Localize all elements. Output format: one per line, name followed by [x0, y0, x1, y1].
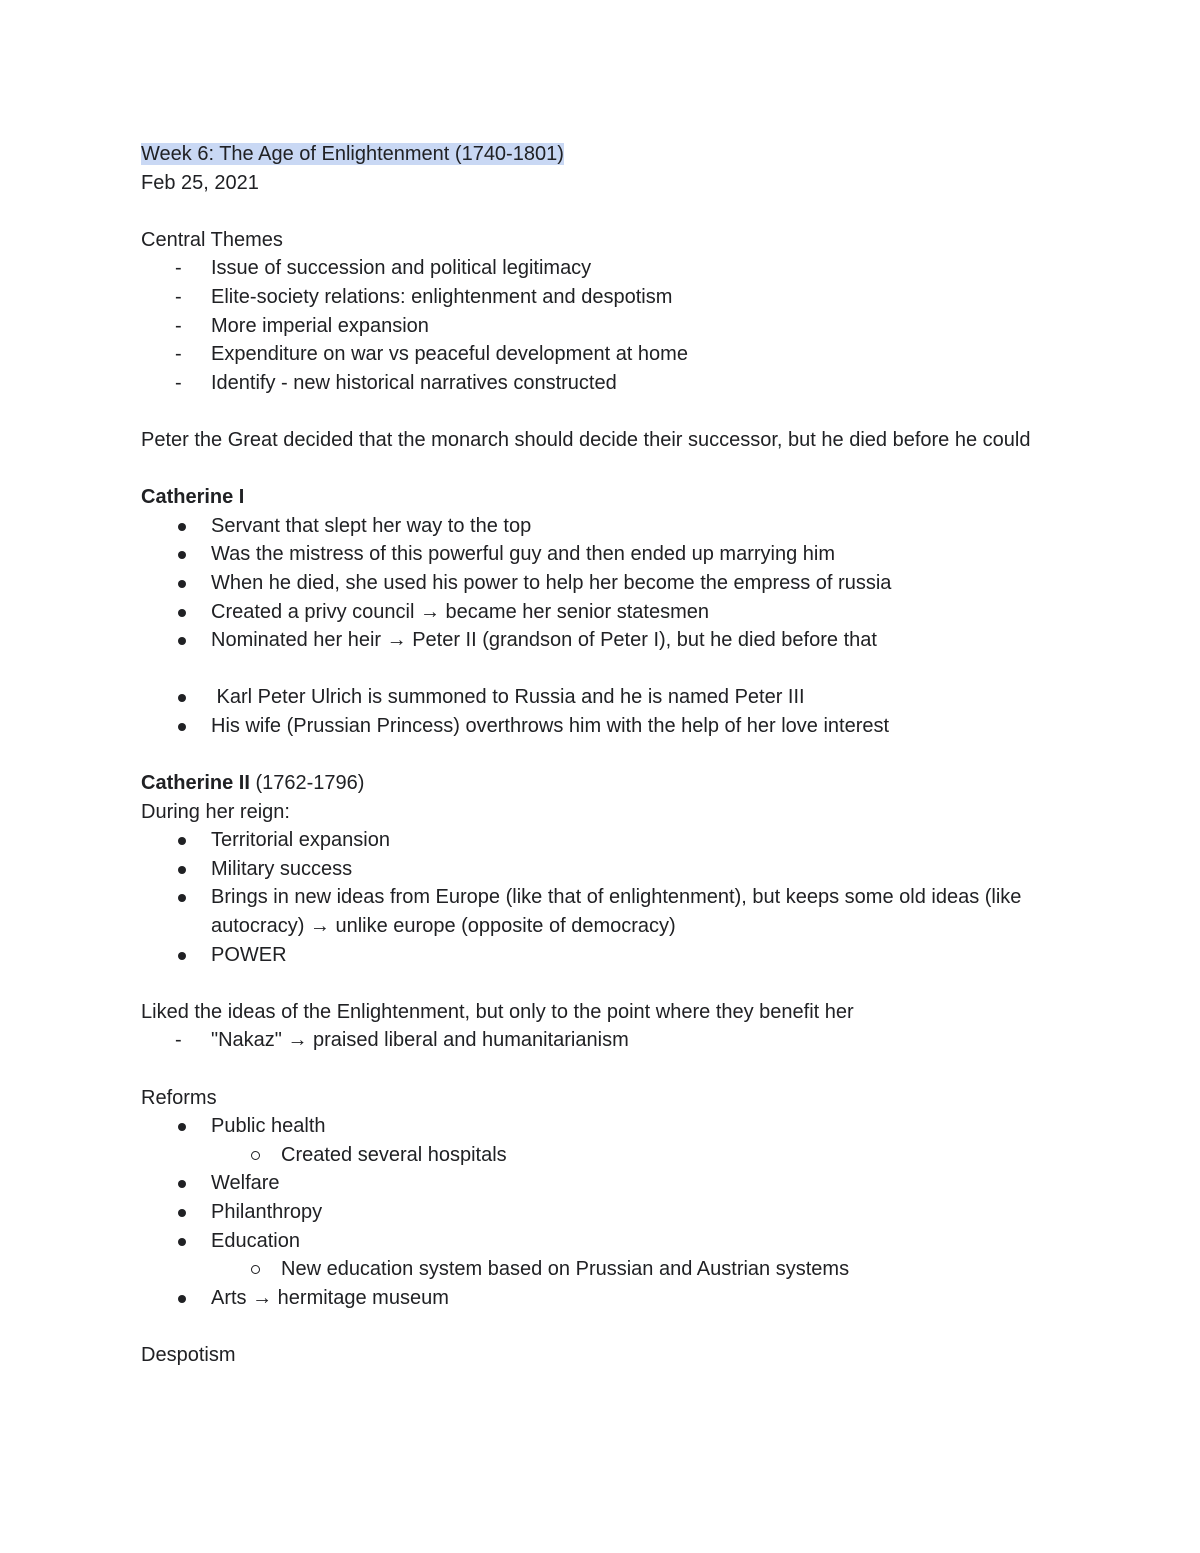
catherine2-heading: Catherine II (1762-1796) — [141, 772, 365, 795]
despotism-heading: Despotism — [141, 1343, 236, 1366]
bullet-icon — [141, 569, 211, 598]
bullet-icon — [141, 1169, 211, 1198]
dash-bullet — [141, 369, 211, 398]
enlightenment-paragraph: Liked the ideas of the Enlightenment, but only to the point where they benefit her — [141, 1000, 854, 1023]
list-item: Territorial expansion — [141, 826, 1061, 855]
bullet-icon — [141, 1284, 211, 1313]
dash-bullet — [141, 254, 211, 283]
list-item: Philanthropy — [141, 1198, 1061, 1227]
list-item: Nominated her heir → Peter II (grandson of Peter I), but he died before that — [141, 626, 1061, 655]
list-item: - More imperial expansion — [141, 312, 1061, 341]
list-item: Arts → hermitage museum — [141, 1284, 1061, 1313]
doc-title[interactable]: Week 6: The Age of Enlightenment (1740-1801) — [141, 143, 564, 165]
doc-date: Feb 25, 2021 — [141, 171, 259, 194]
list-item: Welfare — [141, 1169, 1061, 1198]
list-item: - Expenditure on war vs peaceful development at home — [141, 340, 1061, 369]
bullet-icon — [141, 855, 211, 884]
list-item: Was the mistress of this powerful guy and then ended up marrying him — [141, 540, 1061, 569]
bullet-icon — [141, 1112, 211, 1141]
reforms-sublist — [211, 1141, 1061, 1170]
doc-title-line — [141, 140, 1061, 169]
blank-line — [141, 197, 1061, 226]
hollow-bullet-icon — [211, 1255, 281, 1284]
bullet-icon — [141, 941, 211, 970]
list-item: Brings in new ideas from Europe (like that of enlightenment), but keeps some old ideas (like autocracy) → unlike europe (opposite of democracy) — [141, 883, 1061, 940]
document-page — [141, 140, 1061, 1370]
dash-bullet — [141, 340, 211, 369]
list-item: His wife (Prussian Princess) overthrows him with the help of her love interest — [141, 712, 1061, 741]
blank-line — [141, 655, 1061, 684]
list-item: Military success — [141, 855, 1061, 884]
blank-line — [141, 1312, 1061, 1341]
list-item: Servant that slept her way to the top — [141, 512, 1061, 541]
blank-line — [141, 740, 1061, 769]
central-themes-heading: Central Themes — [141, 228, 283, 251]
list-item: - "Nakaz" → praised liberal and humanitarianism — [141, 1026, 1061, 1055]
bullet-icon — [141, 598, 211, 627]
bullet-icon — [141, 512, 211, 541]
central-themes-list — [141, 254, 1061, 397]
list-item: Created several hospitals — [211, 1141, 1061, 1170]
list-item: New education system based on Prussian and Austrian systems — [211, 1255, 1061, 1284]
bullet-icon — [141, 826, 211, 855]
list-item: Created a privy council → became her senior statesmen — [141, 598, 1061, 627]
bullet-icon — [141, 712, 211, 741]
hollow-bullet-icon — [211, 1141, 281, 1170]
list-item: - Identify - new historical narratives constructed — [141, 369, 1061, 398]
dash-bullet — [141, 1026, 211, 1055]
reforms-list — [141, 1112, 1061, 1312]
enlightenment-list — [141, 1026, 1061, 1055]
catherine1-list-continued — [141, 683, 1061, 740]
bullet-icon — [141, 683, 211, 712]
blank-line — [141, 1055, 1061, 1084]
catherine1-heading: Catherine I — [141, 486, 245, 509]
bullet-icon — [141, 540, 211, 569]
list-item: - Elite-society relations: enlightenment and despotism — [141, 283, 1061, 312]
reforms-heading: Reforms — [141, 1086, 217, 1109]
blank-line — [141, 455, 1061, 484]
catherine2-list — [141, 826, 1061, 969]
list-item: Education New education system based on Prussian and Austrian systems — [141, 1227, 1061, 1284]
dash-bullet — [141, 312, 211, 341]
peter-paragraph: Peter the Great decided that the monarch should decide their successor, but he died before he could — [141, 428, 1031, 451]
blank-line — [141, 397, 1061, 426]
list-item: Karl Peter Ulrich is summoned to Russia and he is named Peter III — [141, 683, 1061, 712]
reforms-sublist — [211, 1255, 1061, 1284]
bullet-icon — [141, 1227, 211, 1256]
bullet-icon — [141, 626, 211, 655]
list-item: Public health Created several hospitals — [141, 1112, 1061, 1169]
catherine1-list — [141, 512, 1061, 655]
bullet-icon — [141, 883, 211, 912]
list-item: - Issue of succession and political legitimacy — [141, 254, 1061, 283]
blank-line — [141, 969, 1061, 998]
catherine2-subheading: During her reign: — [141, 800, 290, 823]
list-item: POWER — [141, 941, 1061, 970]
list-item: When he died, she used his power to help her become the empress of russia — [141, 569, 1061, 598]
bullet-icon — [141, 1198, 211, 1227]
dash-bullet — [141, 283, 211, 312]
